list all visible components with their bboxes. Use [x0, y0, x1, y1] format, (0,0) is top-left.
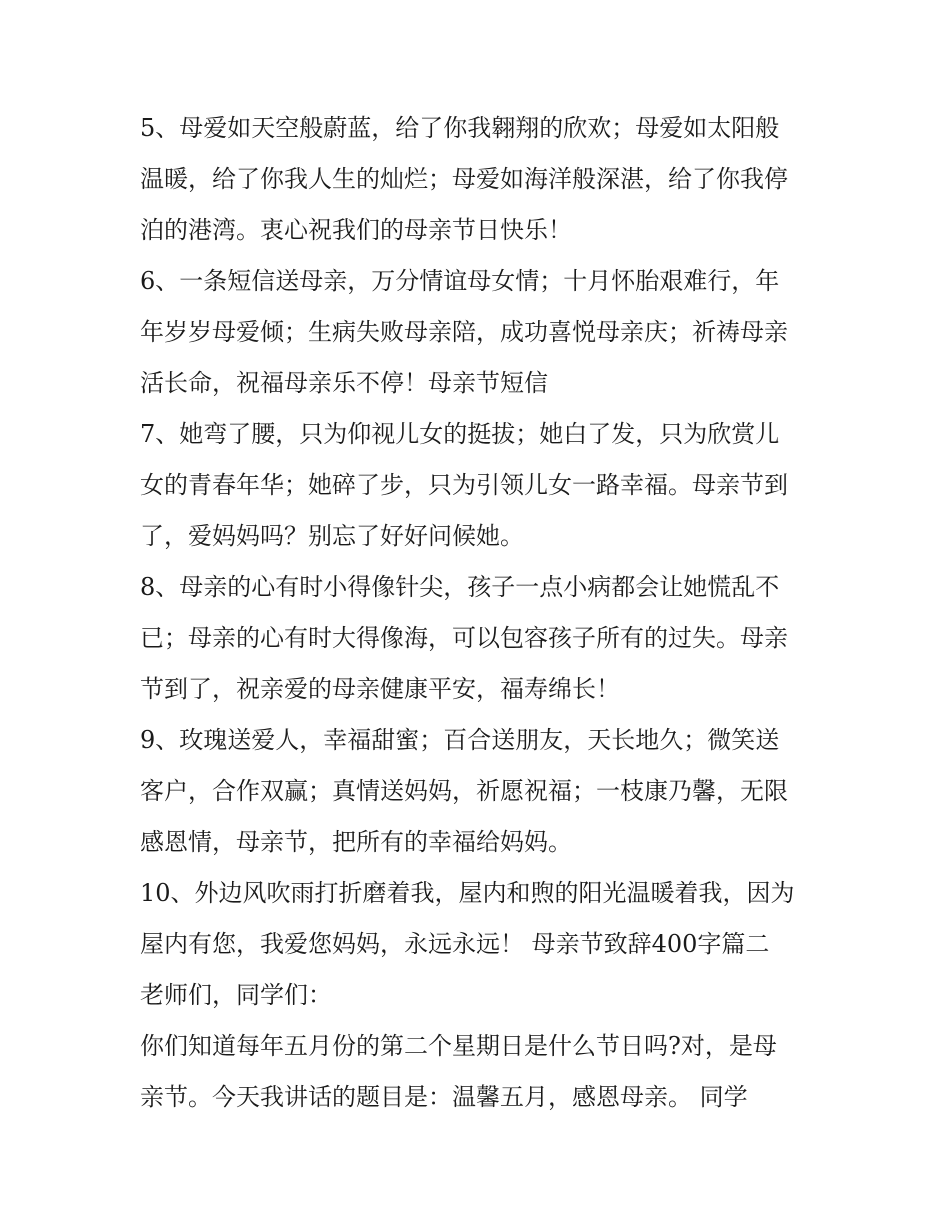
text-line-7: 7、她弯了腰，只为仰视儿女的挺拔；她白了发，只为欣赏儿 [140, 420, 780, 448]
text-line-6: 活长命，祝福母亲乐不停！母亲节短信 [140, 369, 548, 397]
text-line-1: 5、母爱如天空般蔚蓝，给了你我翱翔的欣欢；母爱如太阳般 [140, 114, 780, 142]
text-line-10: 8、母亲的心有时小得像针尖，孩子一点小病都会让她慌乱不 [140, 573, 780, 601]
text-line-2: 温暖，给了你我人生的灿烂；母爱如海洋般深湛，给了你我停 [140, 165, 788, 193]
text-line-3: 泊的港湾。衷心祝我们的母亲节日快乐！ [140, 216, 572, 244]
text-line-5: 年岁岁母爱倾；生病失败母亲陪，成功喜悦母亲庆；祈祷母亲 [140, 318, 788, 346]
text-line-11: 已；母亲的心有时大得像海，可以包容孩子所有的过失。母亲 [140, 624, 788, 652]
text-line-15: 感恩情，母亲节，把所有的幸福给妈妈。 [140, 828, 572, 856]
text-line-13: 9、玫瑰送爱人，幸福甜蜜；百合送朋友，天长地久；微笑送 [140, 726, 780, 754]
text-line-8: 女的青春年华；她碎了步，只为引领儿女一路幸福。母亲节到 [140, 471, 788, 499]
document-body [140, 103, 816, 1123]
text-line-12: 节到了，祝亲爱的母亲健康平安，福寿绵长！ [140, 675, 620, 703]
text-line-9: 了，爱妈妈吗？别忘了好好问候她。 [140, 522, 524, 550]
text-line-14: 客户，合作双赢；真情送妈妈，祈愿祝福；一枝康乃馨，无限 [140, 777, 788, 805]
text-line-20: 亲节。今天我讲话的题目是：温馨五月，感恩母亲。 同学 [140, 1083, 748, 1111]
text-line-19: 你们知道每年五月份的第二个星期日是什么节日吗?对，是母 [140, 1032, 777, 1060]
text-line-4: 6、一条短信送母亲，万分情谊母女情；十月怀胎艰难行，年 [140, 267, 780, 295]
text-line-18: 老师们，同学们： [140, 981, 332, 1009]
text-line-16: 10、外边风吹雨打折磨着我，屋内和煦的阳光温暖着我，因为 [140, 879, 795, 907]
text-line-17: 屋内有您，我爱您妈妈，永远永远！ 母亲节致辞400字篇二 [140, 930, 770, 958]
